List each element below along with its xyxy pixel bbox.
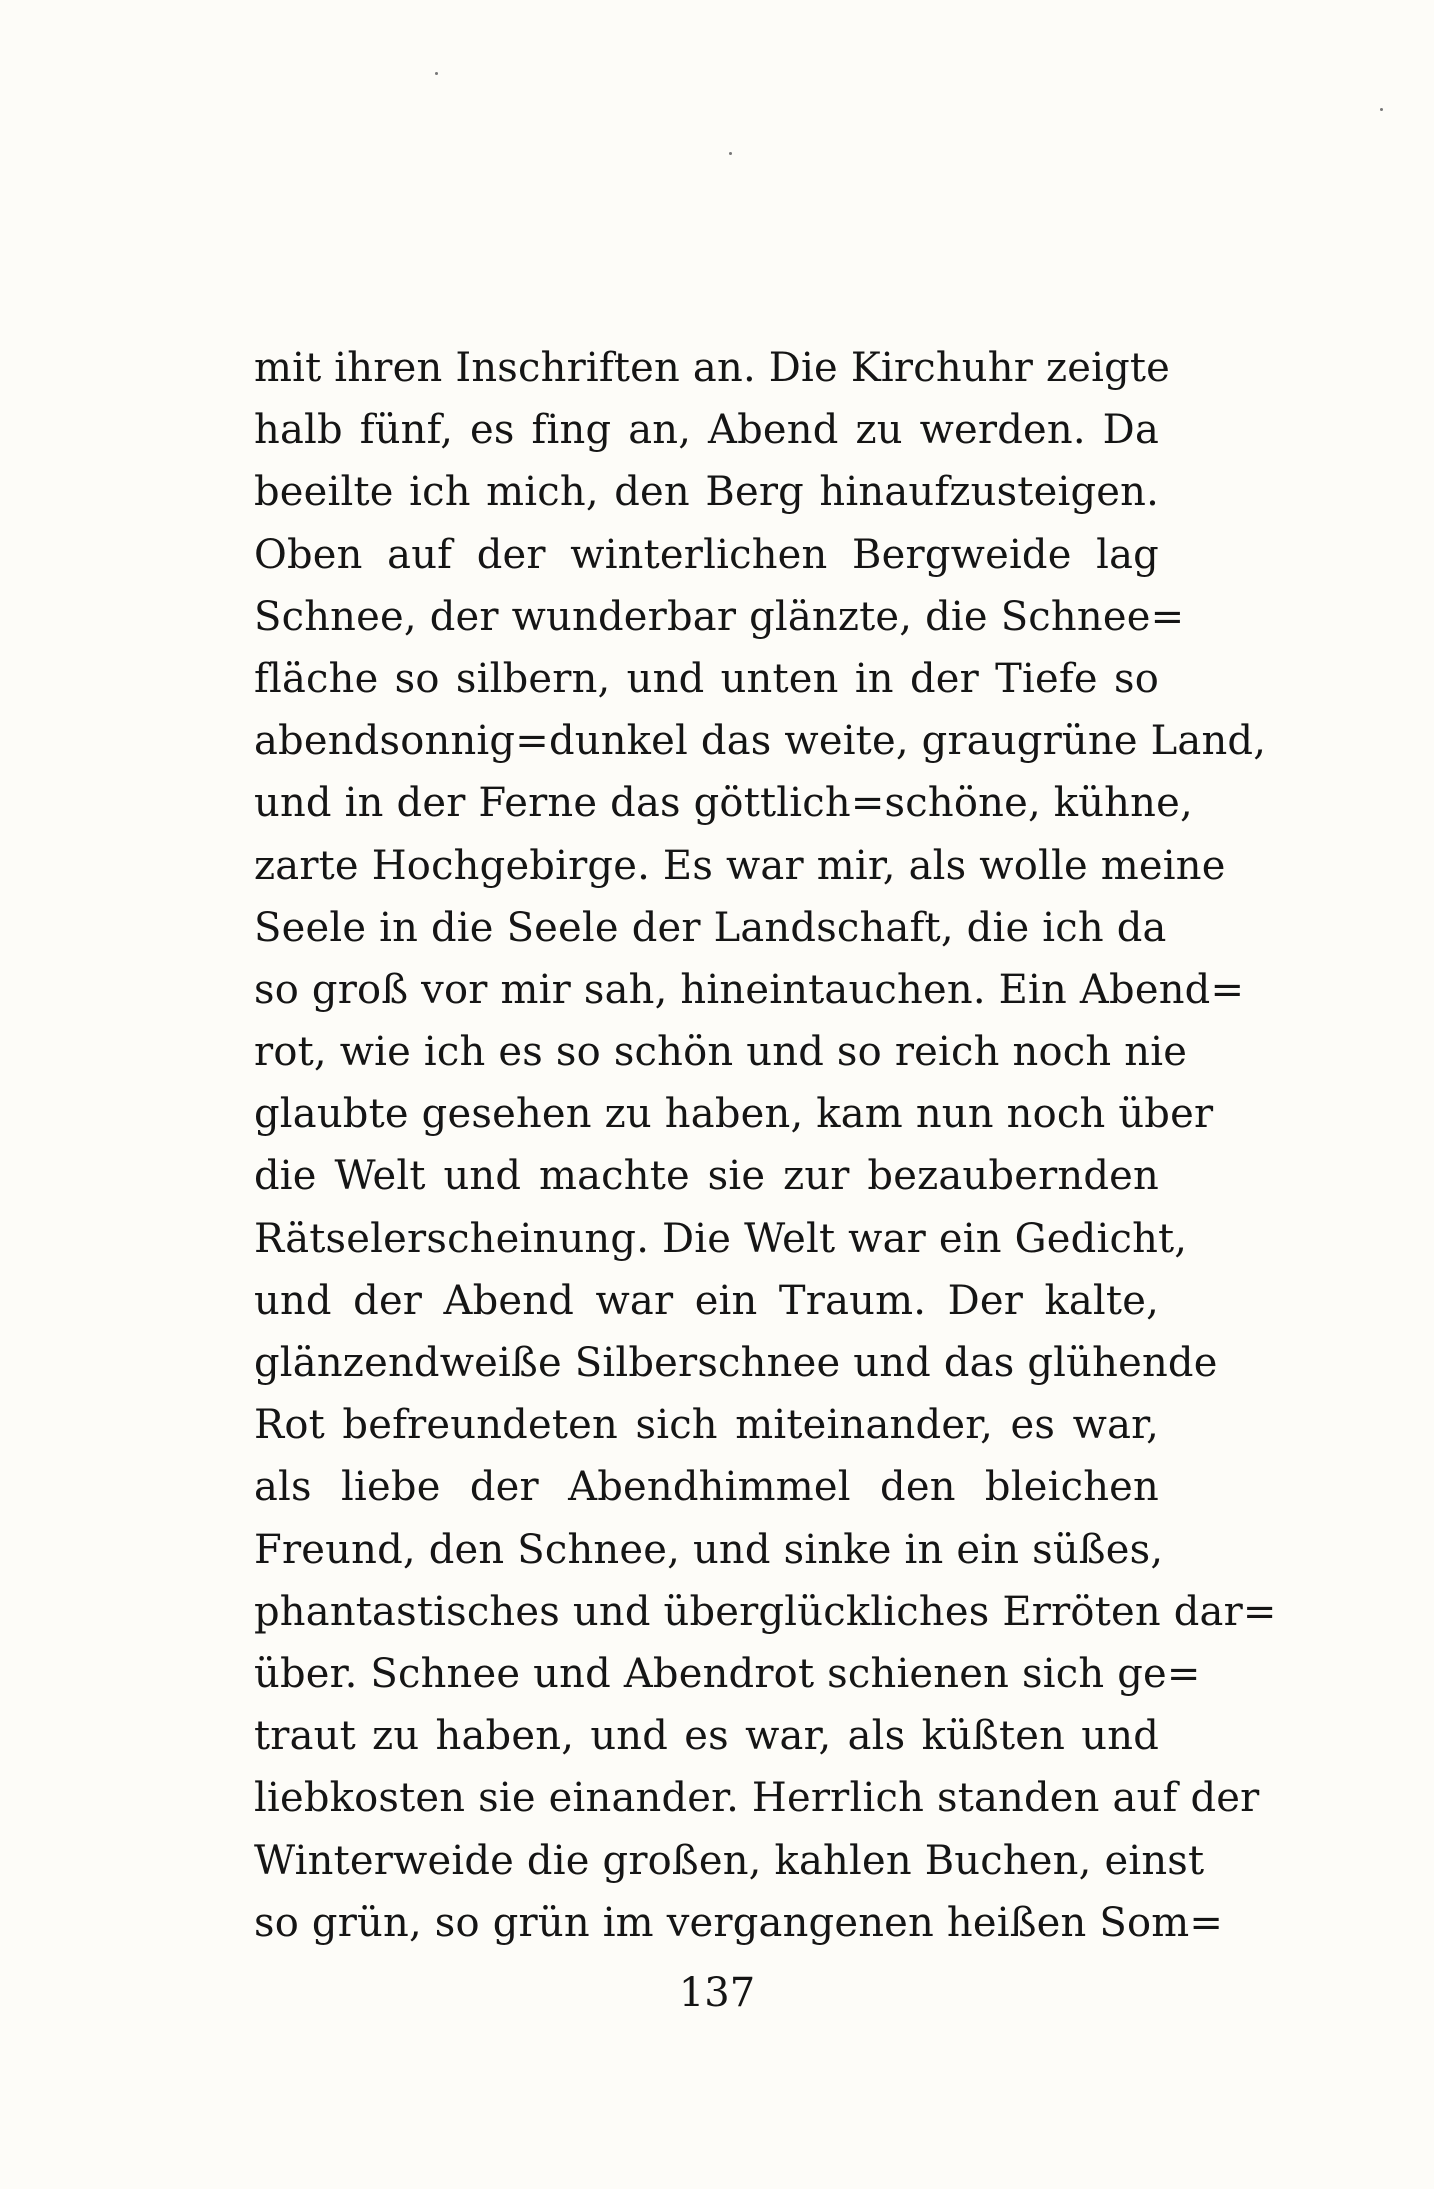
text-line: Rätselerscheinung. Die Welt war ein Gedicht, bbox=[254, 1215, 1188, 1262]
text-line: als liebe der Abendhimmel den bleichen bbox=[254, 1464, 1159, 1511]
text-line: glänzendweiße Silberschnee und das glühende bbox=[254, 1340, 1218, 1386]
text-line: und der Abend war ein Traum. Der kalte, bbox=[254, 1277, 1159, 1324]
text-line: Seele in die Seele der Landschaft, die ich da bbox=[254, 904, 1167, 951]
text-line: Schnee, der wunderbar glänzte, die Schnee= bbox=[254, 593, 1185, 640]
text-line: halb fünf, es fing an, Abend zu werden. Da bbox=[254, 407, 1159, 454]
text-line: phantastisches und überglückliches Erröten dar= bbox=[254, 1588, 1277, 1635]
body-text bbox=[254, 337, 1277, 1954]
text-line: so groß vor mir sah, hineintauchen. Ein Abend= bbox=[254, 966, 1245, 1013]
text-line: so grün, so grün im vergangenen heißen Som= bbox=[254, 1899, 1224, 1946]
text-line: zarte Hochgebirge. Es war mir, als wolle meine bbox=[254, 842, 1226, 889]
text-line: rot, wie ich es so schön und so reich noch nie bbox=[254, 1029, 1188, 1076]
text-line: Rot befreundeten sich miteinander, es war, bbox=[254, 1402, 1159, 1449]
text-line: mit ihren Inschriften an. Die Kirchuhr zeigte bbox=[254, 345, 1171, 391]
paper-speck bbox=[1380, 108, 1383, 111]
page-number: 137 bbox=[678, 1970, 756, 2016]
text-line: Winterweide die großen, kahlen Buchen, einst bbox=[254, 1837, 1205, 1884]
text-line: glaubte gesehen zu haben, kam nun noch über bbox=[254, 1091, 1214, 1138]
text-line: die Welt und machte sie zur bezaubernden bbox=[254, 1153, 1159, 1200]
text-line: beeilte ich mich, den Berg hinaufzusteigen. bbox=[254, 469, 1159, 516]
paper-speck bbox=[435, 72, 438, 75]
text-line: Oben auf der winterlichen Bergweide lag bbox=[254, 531, 1159, 578]
paper-speck bbox=[729, 152, 732, 155]
text-line: traut zu haben, und es war, als küßten und bbox=[254, 1713, 1159, 1760]
text-line: liebkosten sie einander. Herrlich standen auf der bbox=[254, 1775, 1260, 1822]
text-line: über. Schnee und Abendrot schienen sich ge= bbox=[254, 1650, 1201, 1697]
text-line: fläche so silbern, und unten in der Tiefe so bbox=[254, 655, 1159, 702]
text-line: abendsonnig=dunkel das weite, graugrüne Land, bbox=[254, 718, 1267, 765]
text-line: und in der Ferne das göttlich=schöne, kühne, bbox=[254, 780, 1193, 827]
text-line: Freund, den Schnee, und sinke in ein süßes, bbox=[254, 1526, 1164, 1573]
